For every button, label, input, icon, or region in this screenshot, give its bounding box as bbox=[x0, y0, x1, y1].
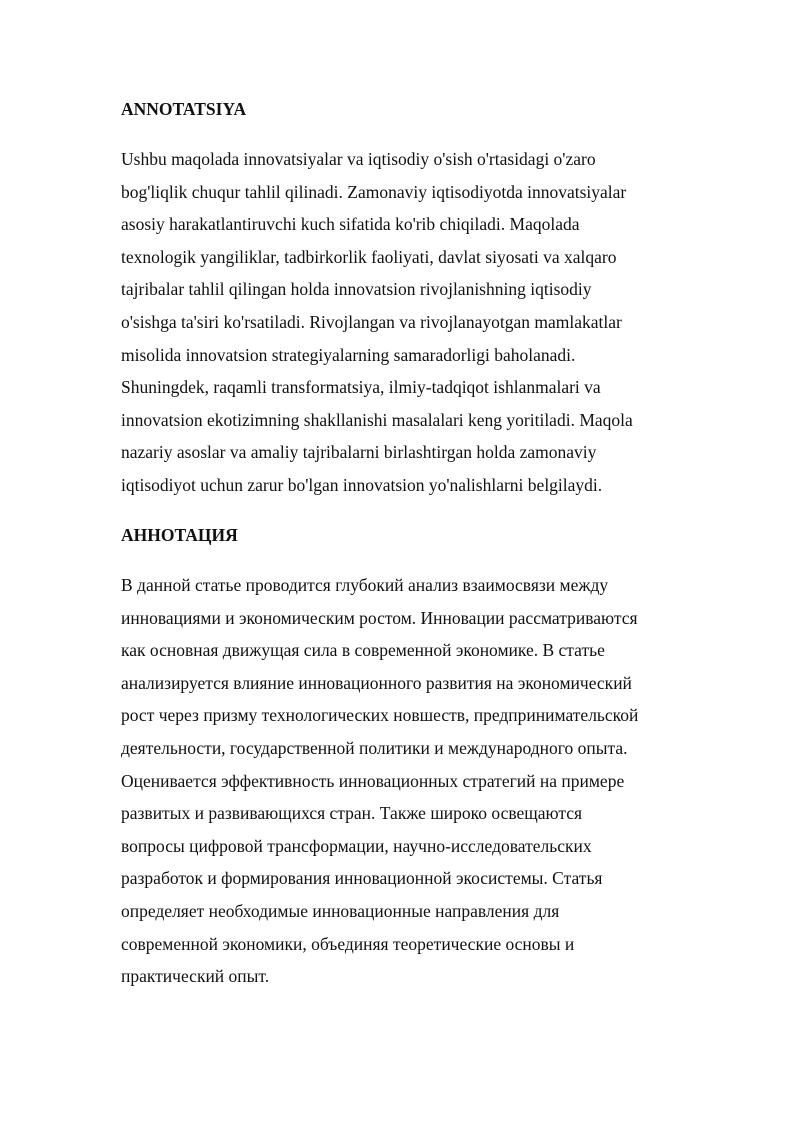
text-line: инновациями и экономическим ростом. Инновации рассматриваются bbox=[121, 607, 638, 628]
text-line: Shuningdek, raqamli transformatsiya, ilmiy-tadqiqot ishlanmalari va bbox=[121, 377, 601, 398]
text-line: как основная движущая сила в современной экономике. В статье bbox=[121, 640, 605, 661]
text-line: texnologik yangiliklar, tadbirkorlik faoliyati, davlat siyosati va xalqaro bbox=[121, 246, 617, 267]
heading-annotatsiya: ANNOTATSIYA bbox=[121, 99, 247, 119]
text-line: анализируется влияние инновационного развития на экономический bbox=[121, 672, 632, 693]
text-line: деятельности, государственной политики и международного опыта. bbox=[121, 737, 628, 758]
text-line: определяет необходимые инновационные направления для bbox=[121, 900, 560, 921]
text-line: tajribalar tahlil qilingan holda innovatsion rivojlanishning iqtisodiy bbox=[121, 279, 592, 300]
paragraph-annotatsiya-ru bbox=[121, 569, 638, 993]
text-line: практический опыт. bbox=[121, 966, 270, 987]
text-line: misolida innovatsion strategiyalarning samaradorligi baholanadi. bbox=[121, 344, 576, 365]
text-line: рост через призму технологических новшеств, предпринимательской bbox=[121, 705, 639, 726]
text-line: Ushbu maqolada innovatsiyalar va iqtisodiy o'sish o'rtasidagi o'zaro bbox=[121, 149, 596, 169]
text-line: Оценивается эффективность инновационных стратегий на примере bbox=[121, 770, 625, 791]
text-line: o'sishga ta'siri ko'rsatiladi. Rivojlangan va rivojlanayotgan mamlakatlar bbox=[121, 311, 622, 332]
text-line: современной экономики, объединяя теоретические основы и bbox=[121, 933, 575, 954]
text-line: вопросы цифровой трансформации, научно-исследовательских bbox=[121, 835, 592, 856]
text-line: asosiy harakatlantiruvchi kuch sifatida ko'rib chiqiladi. Maqolada bbox=[121, 214, 580, 235]
text-line: innovatsion ekotizimning shakllanishi masalalari keng yoritiladi. Maqola bbox=[121, 409, 633, 430]
heading-annotatsiya-ru: АННОТАЦИЯ bbox=[121, 525, 238, 545]
text-line: iqtisodiyot uchun zarur bo'lgan innovatsion yo'nalishlarni belgilaydi. bbox=[121, 474, 603, 495]
text-line: разработок и формирования инновационной экосистемы. Статья bbox=[121, 868, 603, 889]
text-line: bog'liqlik chuqur tahlil qilinadi. Zamonaviy iqtisodiyotda innovatsiyalar bbox=[121, 181, 627, 202]
text-line: nazariy asoslar va amaliy tajribalarni birlashtirgan holda zamonaviy bbox=[121, 442, 597, 463]
text-line: В данной статье проводится глубокий анализ взаимосвязи между bbox=[121, 575, 609, 595]
text-line: развитых и развивающихся стран. Также широко освещаются bbox=[121, 803, 583, 824]
paragraph-annotatsiya bbox=[121, 143, 633, 502]
